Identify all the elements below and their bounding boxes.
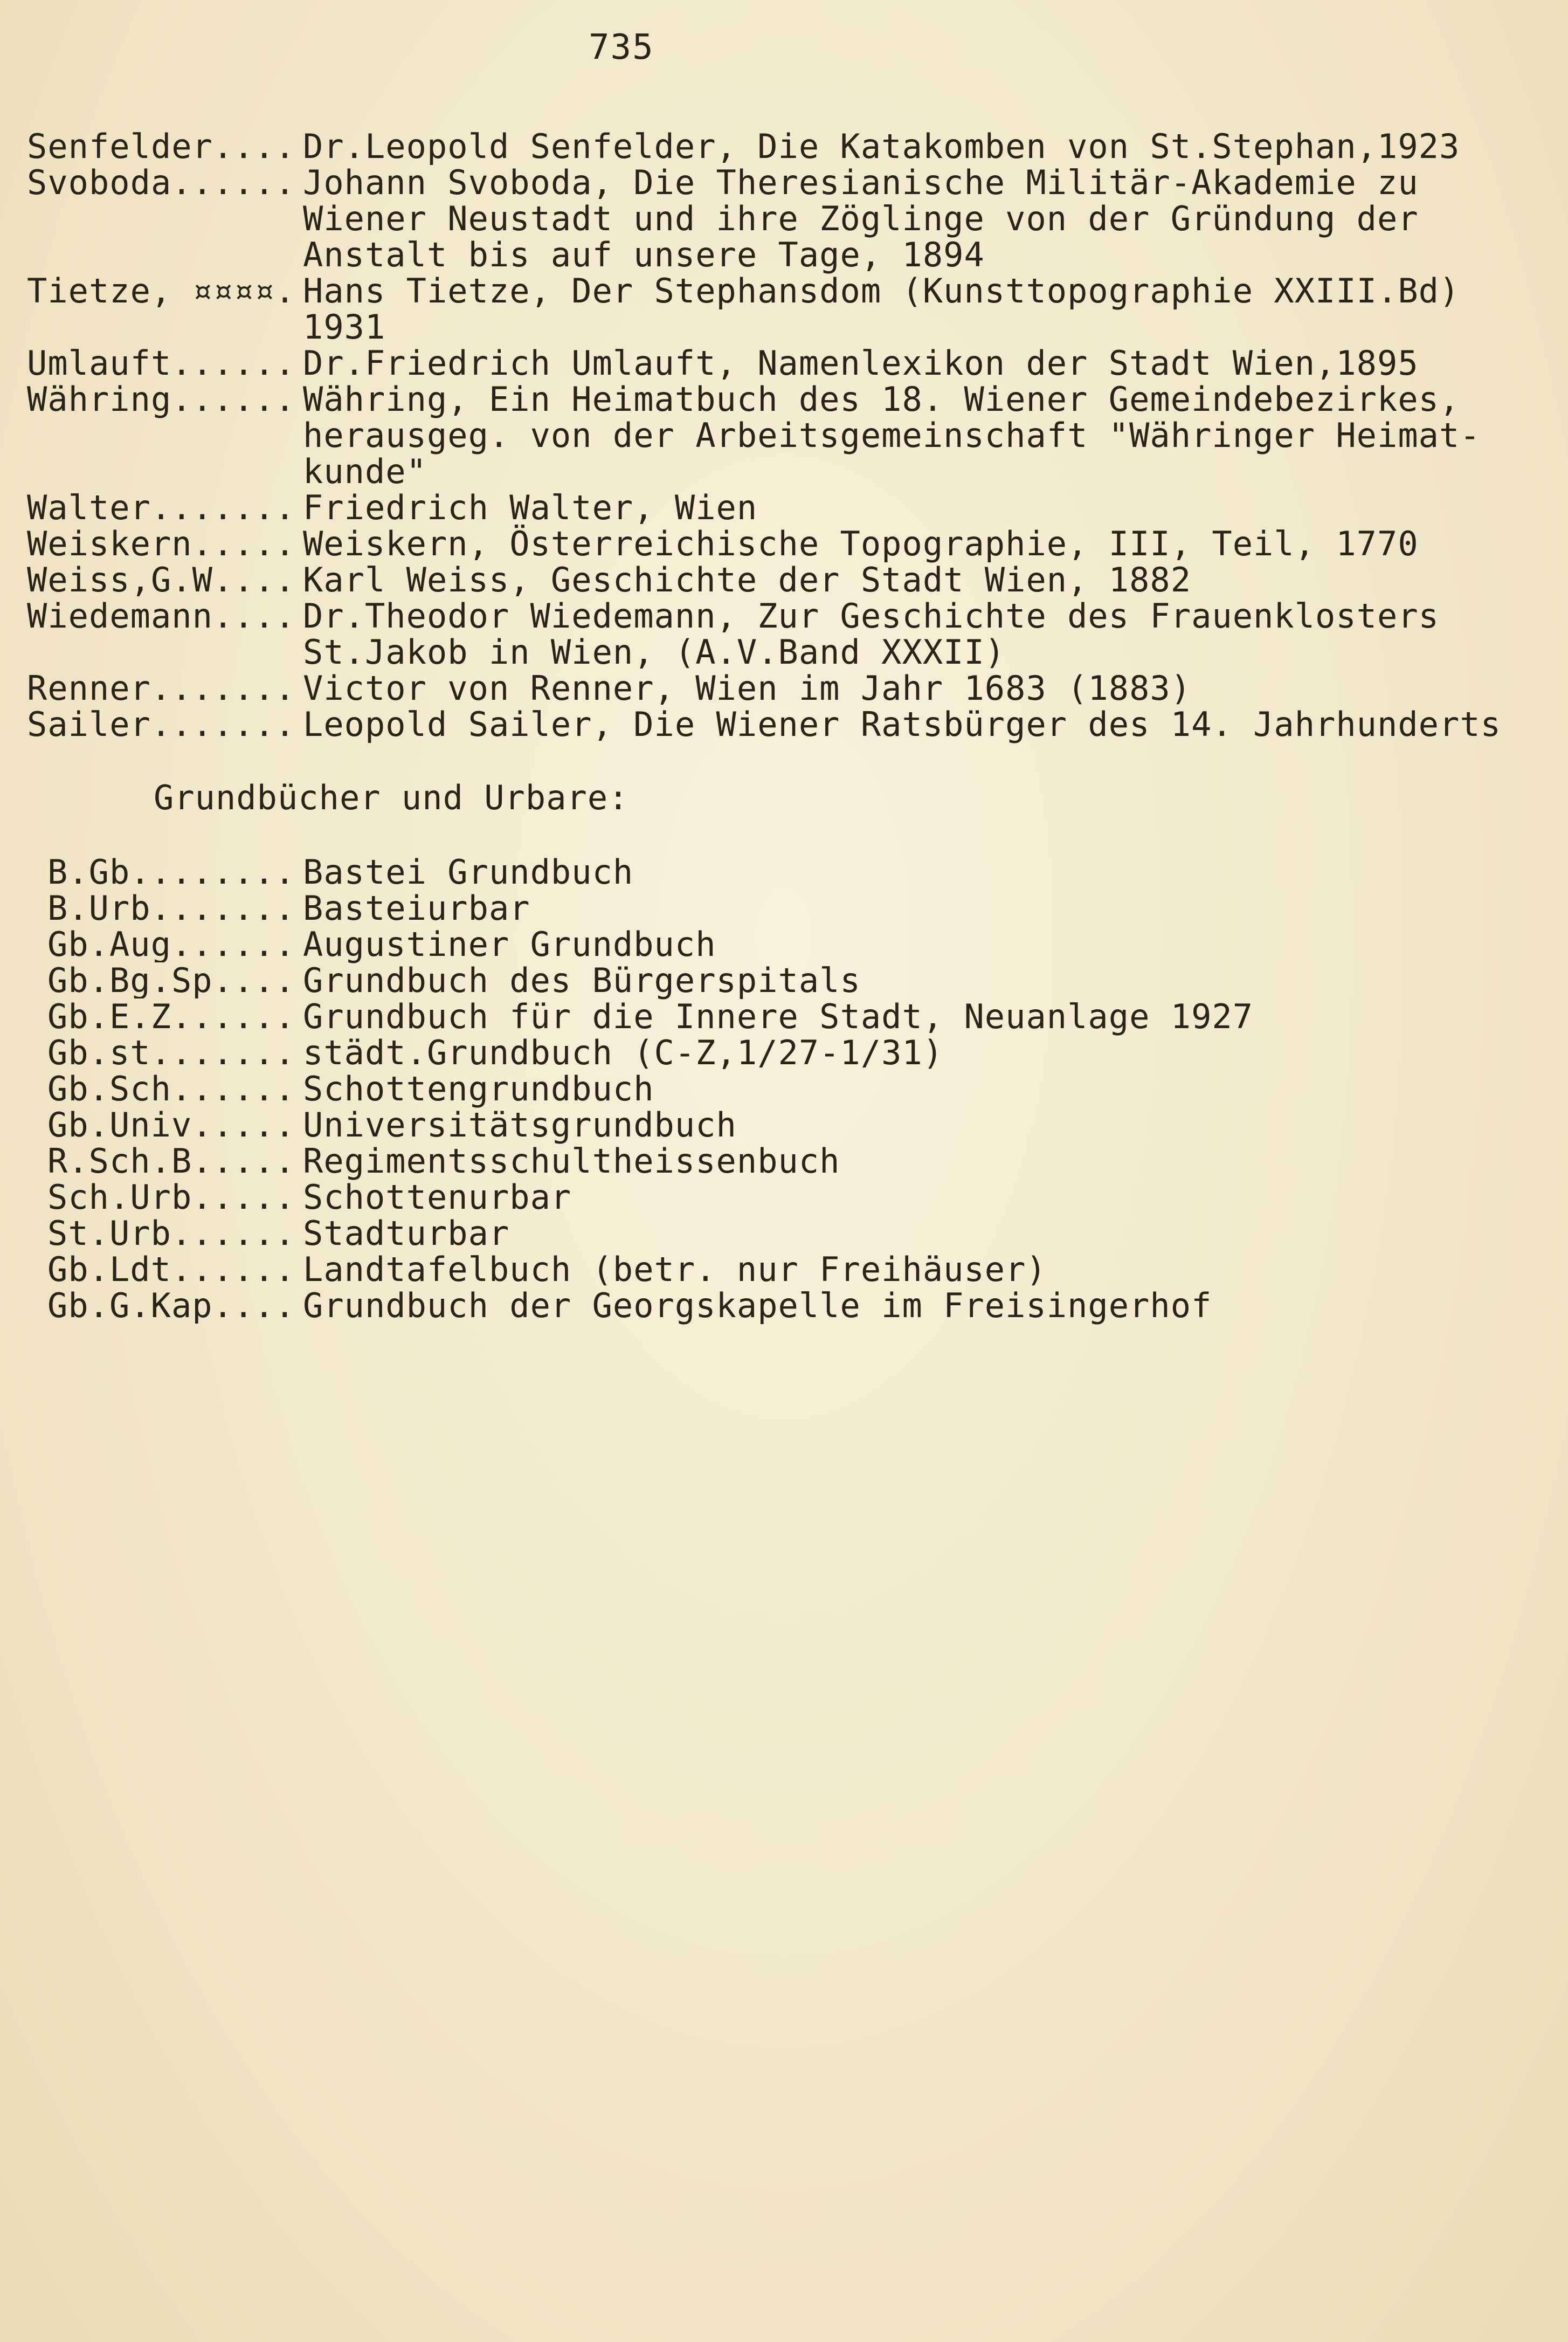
entry-description: Dr.Theodor Wiedemann, Zur Geschichte des Frauenklosters St.Jakob in Wien, (A.V.Band XXXII): [303, 596, 1439, 672]
grundbuch-entry: [47, 1179, 1551, 1215]
entry-description: Dr.Friedrich Umlauft, Namenlexikon der Stadt Wien,1895: [303, 343, 1419, 383]
entry-abbreviation: Gb.Sch......: [47, 1071, 295, 1107]
entry-description: Johann Svoboda, Die Theresianische Militär-Akademie zu Wiener Neustadt und ihre Zöglinge von der Gründung der Anstalt bis auf unsere Tage, 1894: [303, 163, 1419, 274]
entry-description: Bastei Grundbuch: [303, 852, 634, 892]
grundbuch-entry: [47, 1215, 1551, 1251]
entry-description: Schottenurbar: [303, 1177, 572, 1217]
entry-description: Basteiurbar: [303, 888, 530, 928]
section-heading: Grundbücher und Urbare:: [154, 778, 629, 817]
bibliography-entry: [27, 598, 1552, 670]
grundbuch-entry: [47, 1071, 1551, 1107]
entry-abbreviation: Gb.G.Kap....: [47, 1287, 295, 1324]
grundbuch-entry: [47, 926, 1551, 962]
entry-description: Währing, Ein Heimatbuch des 18. Wiener Gemeindebezirkes, herausgeg. von der Arbeitsgemeinschaft "Währinger Heimat- kunde": [303, 380, 1481, 491]
grundbuch-entry: [47, 962, 1551, 998]
grundbuch-entry: [47, 854, 1551, 890]
entry-description: Stadturbar: [303, 1214, 510, 1253]
grundbuch-entry: [47, 890, 1551, 926]
entry-description: Hans Tietze, Der Stephansdom (Kunsttopographie XXIII.Bd) 1931: [303, 271, 1460, 347]
grundbuch-entry: [47, 1035, 1551, 1071]
entry-abbreviation: Sailer.......: [27, 706, 296, 742]
entry-description: Leopold Sailer, Die Wiener Ratsbürger des 14. Jahrhunderts: [303, 705, 1501, 744]
bibliography-entry: [27, 164, 1552, 273]
entry-abbreviation: Tietze, ¤¤¤¤.: [27, 273, 296, 311]
bibliography-entry: [27, 273, 1552, 345]
entry-description: Regimentsschultheissenbuch: [303, 1141, 840, 1181]
bibliography-entry: [27, 562, 1552, 598]
entry-abbreviation: Gb.st.......: [47, 1035, 295, 1071]
entry-description: Grundbuch der Georgskapelle im Freisingerhof: [303, 1286, 1212, 1325]
entry-abbreviation: St.Urb......: [47, 1215, 295, 1251]
entry-description: Victor von Renner, Wien im Jahr 1683 (1883): [303, 669, 1192, 708]
entry-abbreviation: Gb.Univ.....: [47, 1107, 295, 1143]
bibliography-entry: [27, 706, 1552, 742]
entry-abbreviation: Umlauft......: [27, 345, 296, 381]
entry-abbreviation: Währing......: [27, 381, 296, 419]
grundbuch-list: [47, 854, 1551, 1324]
entry-description: Augustiner Grundbuch: [303, 925, 716, 964]
entry-abbreviation: Renner.......: [27, 670, 296, 706]
entry-description: städt.Grundbuch (C-Z,1/27-1/31): [303, 1033, 944, 1072]
bibliography-entry: [27, 381, 1552, 490]
entry-abbreviation: B.Gb........: [47, 854, 295, 890]
bibliography-entry: [27, 128, 1552, 164]
bibliography-entry: [27, 490, 1552, 526]
entry-abbreviation: Wiedemann....: [27, 598, 296, 636]
bibliography-entry: [27, 526, 1552, 562]
entry-description: Dr.Leopold Senfelder, Die Katakomben von St.Stephan,1923: [303, 127, 1460, 166]
entry-description: Landtafelbuch (betr. nur Freihäuser): [303, 1250, 1047, 1289]
entry-abbreviation: Gb.Aug......: [47, 926, 295, 962]
entry-abbreviation: R.Sch.B.....: [47, 1143, 295, 1179]
grundbuch-entry: [47, 1287, 1551, 1324]
entry-description: Friedrich Walter, Wien: [303, 488, 758, 527]
entry-abbreviation: Sch.Urb.....: [47, 1179, 295, 1215]
entry-abbreviation: Gb.Ldt......: [47, 1251, 295, 1287]
entry-description: Weiskern, Österreichische Topographie, III, Teil, 1770: [303, 524, 1419, 563]
entry-description: Universitätsgrundbuch: [303, 1105, 737, 1145]
entry-abbreviation: Gb.E.Z......: [47, 998, 295, 1035]
grundbuch-entry: [47, 998, 1551, 1035]
entry-abbreviation: Weiss,G.W....: [27, 562, 296, 598]
grundbuch-entry: [47, 1143, 1551, 1179]
entry-description: Grundbuch des Bürgerspitals: [303, 961, 861, 1000]
bibliography-entry: [27, 345, 1552, 381]
grundbuch-entry: [47, 1107, 1551, 1143]
grundbuch-entry: [47, 1251, 1551, 1287]
entry-description: Grundbuch für die Innere Stadt, Neuanlage 1927: [303, 997, 1254, 1036]
entry-abbreviation: B.Urb.......: [47, 890, 295, 926]
entry-abbreviation: Senfelder....: [27, 128, 296, 164]
entry-abbreviation: Walter.......: [27, 490, 296, 526]
entry-abbreviation: Svoboda......: [27, 164, 296, 202]
entry-abbreviation: Weiskern.....: [27, 526, 296, 562]
page-number: 735: [589, 27, 654, 67]
bibliography-list: [27, 128, 1552, 742]
entry-description: Karl Weiss, Geschichte der Stadt Wien, 1882: [303, 560, 1192, 600]
bibliography-entry: [27, 670, 1552, 706]
entry-description: Schottengrundbuch: [303, 1069, 654, 1108]
entry-abbreviation: Gb.Bg.Sp....: [47, 962, 295, 998]
